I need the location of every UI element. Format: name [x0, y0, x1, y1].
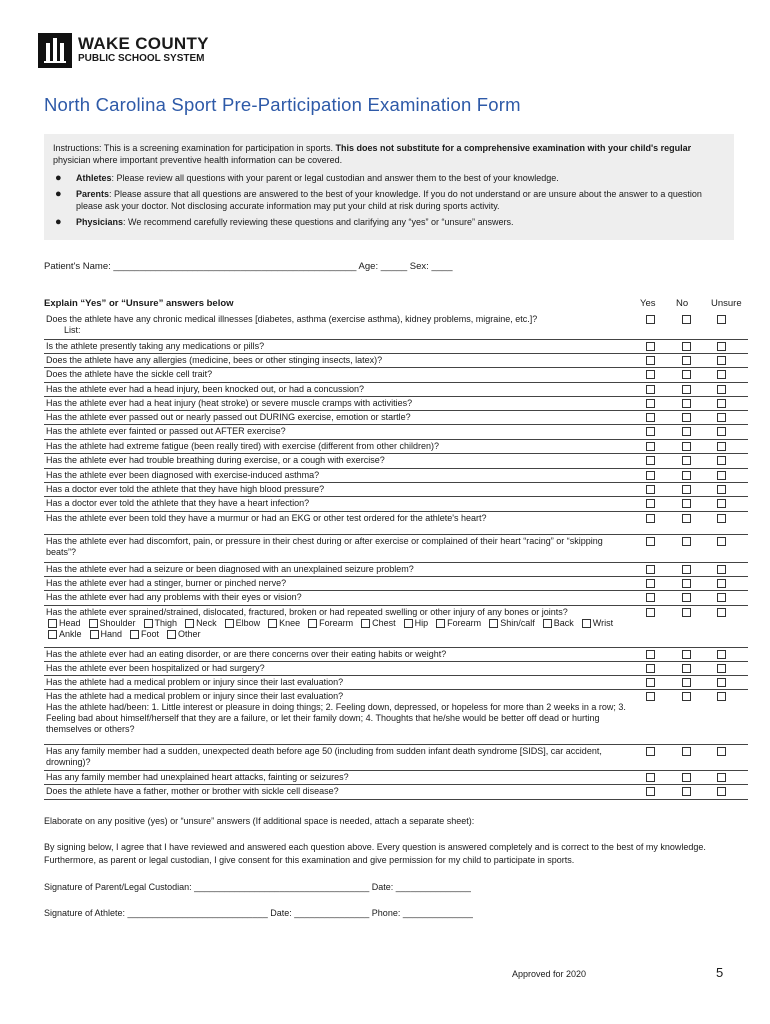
- body-part-label: Foot: [141, 629, 160, 639]
- question-text: Has the athlete ever passed out or nearly passed out DURING exercise, emotion or startle?: [46, 412, 411, 422]
- unsure-checkbox[interactable]: [717, 399, 726, 408]
- question-text: Has the athlete ever had discomfort, pain, or pressure in their chest during or after exercise or complained of their heart “racing” or “skipping beats”?: [46, 536, 603, 557]
- question-text: Has the athlete ever had trouble breathing during exercise, or a cough with exercise?: [46, 455, 385, 465]
- question-row: [44, 497, 748, 512]
- yes-checkbox[interactable]: [646, 747, 655, 756]
- unsure-checkbox[interactable]: [717, 678, 726, 687]
- unsure-checkbox[interactable]: [717, 565, 726, 574]
- yes-checkbox[interactable]: [646, 664, 655, 673]
- body-part-checkbox[interactable]: [361, 619, 370, 628]
- instructions-box: [44, 134, 734, 240]
- unsure-checkbox[interactable]: [717, 485, 726, 494]
- unsure-checkbox[interactable]: [717, 579, 726, 588]
- yes-checkbox[interactable]: [646, 456, 655, 465]
- patient-info-line[interactable]: Patient's Name: ______________________________________________ Age: _____ Sex: ____: [44, 261, 453, 272]
- yes-checkbox[interactable]: [646, 427, 655, 436]
- question-row: [44, 577, 748, 591]
- question-row: [44, 397, 748, 411]
- question-row: [44, 313, 748, 340]
- question-row: [44, 411, 748, 425]
- body-part-label: Thigh: [154, 618, 178, 628]
- unsure-checkbox[interactable]: [717, 593, 726, 602]
- unsure-checkbox[interactable]: [717, 787, 726, 796]
- question-text: Has the athlete ever had a stinger, burner or pinched nerve?: [46, 578, 287, 588]
- instructions-intro: Instructions: This is a screening examination for participation in sports. This does not substitute for a comprehensive examination with your child's regular physician where important preventive health information can be covered.: [53, 143, 692, 165]
- question-row: [44, 425, 748, 440]
- no-checkbox[interactable]: [682, 356, 691, 365]
- yes-checkbox[interactable]: [646, 471, 655, 480]
- question-text: Has the athlete had extreme fatigue (been really tired) with exercise (different from other children)?: [46, 441, 440, 451]
- body-part-label: Shoulder: [99, 618, 136, 628]
- body-part-checkbox[interactable]: [225, 619, 234, 628]
- body-part-checkbox[interactable]: [436, 619, 445, 628]
- question-row: [44, 676, 748, 690]
- question-text: Has the athlete ever sprained/strained, dislocated, fractured, broken or had repeated swelling or other injury of any bones or joints? Head Shoulder Thigh Neck Elbow Knee Forearm Chest Hip Forearm Shin/calf Back WristAnkle Hand Foot Other: [46, 607, 631, 640]
- body-part-checkbox[interactable]: [404, 619, 413, 628]
- yes-checkbox[interactable]: [646, 678, 655, 687]
- body-part-label: Neck: [196, 618, 217, 628]
- question-text: Has the athlete ever been hospitalized or had surgery?: [46, 663, 265, 673]
- athlete-signature-line[interactable]: Signature of Athlete: ____________________________ Date: _______________ Phone: ______________: [44, 908, 473, 918]
- yes-checkbox[interactable]: [646, 499, 655, 508]
- question-text: Has a doctor ever told the athlete that they have high blood pressure?: [46, 484, 325, 494]
- unsure-checkbox[interactable]: [717, 442, 726, 451]
- question-row: [44, 440, 748, 454]
- question-text: Has any family member had a sudden, unexpected death before age 50 (including from sudden infant death syndrome [SIDS], car accident, drowning)?: [46, 746, 602, 767]
- body-part-checkbox[interactable]: [185, 619, 194, 628]
- yes-checkbox[interactable]: [646, 565, 655, 574]
- agreement-text: By signing below, I agree that I have reviewed and answered each question above. Every question is answered completely and is correct to the best of my knowledge. Furthermore, as parent or legal custodian, I give consent for this examination and give permission for my child to participate in sports.: [44, 842, 706, 865]
- no-checkbox[interactable]: [682, 678, 691, 687]
- body-part-checkbox[interactable]: [144, 619, 153, 628]
- no-checkbox[interactable]: [682, 747, 691, 756]
- question-row: [44, 690, 748, 745]
- question-text: Does the athlete have the sickle cell trait?: [46, 369, 213, 379]
- question-text: Has the athlete ever been diagnosed with exercise-induced asthma?: [46, 470, 320, 480]
- body-part-label: Ankle: [59, 629, 82, 639]
- body-part-label: Forearm: [319, 618, 354, 628]
- no-checkbox[interactable]: [682, 315, 691, 324]
- instruction-physicians: ● Physicians: We recommend carefully reviewing these questions and clarifying any “yes” or “unsure” answers.: [55, 216, 514, 228]
- question-row: [44, 383, 748, 397]
- body-part-checkbox[interactable]: [582, 619, 591, 628]
- question-row: [44, 454, 748, 469]
- column-yes: Yes: [640, 298, 656, 309]
- body-parts-options: [46, 618, 631, 640]
- body-part-checkbox[interactable]: [89, 619, 98, 628]
- body-part-label: Chest: [372, 618, 396, 628]
- unsure-checkbox[interactable]: [717, 514, 726, 523]
- yes-checkbox[interactable]: [646, 514, 655, 523]
- no-checkbox[interactable]: [682, 537, 691, 546]
- body-part-label: Other: [178, 629, 201, 639]
- no-checkbox[interactable]: [682, 413, 691, 422]
- no-checkbox[interactable]: [682, 471, 691, 480]
- question-text: Has the athlete ever had an eating disorder, or are there concerns over their eating habits or weight?: [46, 649, 447, 659]
- question-row: [44, 512, 748, 535]
- unsure-checkbox[interactable]: [717, 385, 726, 394]
- no-checkbox[interactable]: [682, 787, 691, 796]
- question-extra: Has the athlete had/been: 1. Little interest or pleasure in doing things; 2. Feeling down, depressed, or hopeless for more than 2 weeks in a row; 3. Feeling bad about himself/herself that they are a failure, or let their family down; 4. Thoughts that he/she would be better off dead or hurting themselves or others?: [46, 702, 626, 734]
- no-checkbox[interactable]: [682, 664, 691, 673]
- no-checkbox[interactable]: [682, 370, 691, 379]
- no-checkbox[interactable]: [682, 485, 691, 494]
- body-part-checkbox[interactable]: [268, 619, 277, 628]
- no-checkbox[interactable]: [682, 385, 691, 394]
- body-part-label: Forearm: [447, 618, 482, 628]
- yes-checkbox[interactable]: [646, 537, 655, 546]
- unsure-checkbox[interactable]: [717, 413, 726, 422]
- yes-checkbox[interactable]: [646, 399, 655, 408]
- question-text: Does the athlete have any chronic medical illnesses [diabetes, asthma (exercise asthma), kidney problems, migraine, etc.]? List:: [46, 314, 631, 336]
- question-row: [44, 745, 748, 771]
- unsure-checkbox[interactable]: [717, 315, 726, 324]
- question-row: [44, 648, 748, 662]
- unsure-checkbox[interactable]: [717, 342, 726, 351]
- no-checkbox[interactable]: [682, 692, 691, 701]
- question-text: Has the athlete ever had a head injury, been knocked out, or had a concussion?: [46, 384, 365, 394]
- yes-checkbox[interactable]: [646, 413, 655, 422]
- question-list-label: List:: [64, 325, 81, 335]
- body-part-label: Hip: [414, 618, 429, 628]
- unsure-checkbox[interactable]: [717, 608, 726, 617]
- question-text: Has the athlete ever fainted or passed out AFTER exercise?: [46, 426, 286, 436]
- question-text: Has the athlete ever been told they have a murmur or had an EKG or other test ordered for the athlete's heart?: [46, 513, 487, 523]
- column-unsure: Unsure: [711, 298, 742, 309]
- district-logo: [38, 33, 218, 69]
- yes-checkbox[interactable]: [646, 342, 655, 351]
- question-row: [44, 771, 748, 785]
- building-icon: [38, 33, 72, 68]
- unsure-checkbox[interactable]: [717, 773, 726, 782]
- body-part-label: Hand: [100, 629, 123, 639]
- question-text: Has the athlete had a medical problem or injury since their last evaluation? Has the athlete had/been: 1. Little interest or pleasure in doing things; 2. Feeling down, depressed, or hopeless for more than 2 weeks in a row; 3. Feeling bad about himself/herself that they are a failure, or let their family down; 4. Thoughts that he/she would be better off dead or hurting themselves or others?: [46, 691, 631, 735]
- yes-checkbox[interactable]: [646, 593, 655, 602]
- instruction-athletes: ● Athletes: Please review all questions with your parent or legal custodian and answer them to the best of your knowledge.: [55, 172, 559, 184]
- parent-signature-line[interactable]: Signature of Parent/Legal Custodian: ___________________________________ Date: _______________: [44, 882, 471, 892]
- question-text: Is the athlete presently taking any medications or pills?: [46, 341, 265, 351]
- question-row: [44, 662, 748, 676]
- elaborate-text: Elaborate on any positive (yes) or “unsure” answers (If additional space is needed, attach a separate sheet):: [44, 816, 475, 826]
- unsure-checkbox[interactable]: [717, 650, 726, 659]
- body-part-label: Head: [59, 618, 81, 628]
- body-part-checkbox[interactable]: [48, 619, 57, 628]
- column-no: No: [676, 298, 689, 309]
- unsure-checkbox[interactable]: [717, 370, 726, 379]
- yes-checkbox[interactable]: [646, 485, 655, 494]
- body-part-checkbox[interactable]: [308, 619, 317, 628]
- body-part-label: Elbow: [235, 618, 261, 628]
- unsure-checkbox[interactable]: [717, 692, 726, 701]
- question-row: [44, 469, 748, 483]
- yes-checkbox[interactable]: [646, 650, 655, 659]
- logo-line-1: WAKE COUNTY: [78, 34, 209, 53]
- question-row: [44, 591, 748, 606]
- yes-checkbox[interactable]: [646, 579, 655, 588]
- approved-note: Approved for 2020: [512, 969, 587, 979]
- row-divider: [44, 799, 748, 800]
- unsure-checkbox[interactable]: [717, 356, 726, 365]
- question-row: [44, 535, 748, 563]
- question-row: [44, 368, 748, 383]
- body-part-label: Wrist: [592, 618, 614, 628]
- logo-line-2: PUBLIC SCHOOL SYSTEM: [78, 53, 205, 64]
- no-checkbox[interactable]: [682, 608, 691, 617]
- unsure-checkbox[interactable]: [717, 499, 726, 508]
- no-checkbox[interactable]: [682, 499, 691, 508]
- yes-checkbox[interactable]: [646, 370, 655, 379]
- form-title: North Carolina Sport Pre-Participation Examination Form: [44, 94, 521, 115]
- no-checkbox[interactable]: [682, 456, 691, 465]
- no-checkbox[interactable]: [682, 514, 691, 523]
- unsure-checkbox[interactable]: [717, 427, 726, 436]
- question-text: Has a doctor ever told the athlete that they have a heart infection?: [46, 498, 310, 508]
- yes-checkbox[interactable]: [646, 356, 655, 365]
- no-checkbox[interactable]: [682, 427, 691, 436]
- no-checkbox[interactable]: [682, 650, 691, 659]
- yes-checkbox[interactable]: [646, 787, 655, 796]
- no-checkbox[interactable]: [682, 565, 691, 574]
- body-part-label: Shin/calf: [500, 618, 535, 628]
- body-part-label: Back: [553, 618, 574, 628]
- question-text: Has the athlete ever had any problems with their eyes or vision?: [46, 592, 302, 602]
- no-checkbox[interactable]: [682, 399, 691, 408]
- question-row: [44, 563, 748, 577]
- body-part-checkbox[interactable]: [167, 630, 176, 639]
- question-row: [44, 606, 748, 648]
- unsure-checkbox[interactable]: [717, 664, 726, 673]
- unsure-checkbox[interactable]: [717, 747, 726, 756]
- instruction-parents: ● Parents: Please assure that all questions are answered to the best of your knowledge. If you do not understand or are unsure about the answer to a question please ask your doctor. Not disclosing accurate information may put your child at risk during sports activity.: [55, 188, 702, 211]
- unsure-checkbox[interactable]: [717, 456, 726, 465]
- unsure-checkbox[interactable]: [717, 471, 726, 480]
- question-text: Has any family member had unexplained heart attacks, fainting or seizures?: [46, 772, 349, 782]
- body-part-checkbox[interactable]: [489, 619, 498, 628]
- question-text: Has the athlete ever had a heat injury (heat stroke) or severe muscle cramps with activities?: [46, 398, 413, 408]
- page-number: 5: [716, 965, 724, 980]
- question-text: Does the athlete have any allergies (medicine, bees or other stinging insects, latex)?: [46, 355, 383, 365]
- yes-checkbox[interactable]: [646, 608, 655, 617]
- body-part-checkbox[interactable]: [90, 630, 99, 639]
- no-checkbox[interactable]: [682, 342, 691, 351]
- body-part-checkbox[interactable]: [48, 630, 57, 639]
- body-part-label: Knee: [279, 618, 301, 628]
- yes-checkbox[interactable]: [646, 773, 655, 782]
- question-text: Has the athlete ever had a seizure or been diagnosed with an unexplained seizure problem?: [46, 564, 414, 574]
- no-checkbox[interactable]: [682, 579, 691, 588]
- yes-checkbox[interactable]: [646, 315, 655, 324]
- instructions-list: [52, 172, 722, 232]
- unsure-checkbox[interactable]: [717, 537, 726, 546]
- question-text: Does the athlete have a father, mother or brother with sickle cell disease?: [46, 786, 339, 796]
- question-row: [44, 785, 748, 800]
- questions-header: Explain “Yes” or “Unsure” answers below: [44, 298, 234, 309]
- question-row: [44, 340, 748, 354]
- yes-checkbox[interactable]: [646, 692, 655, 701]
- no-checkbox[interactable]: [682, 593, 691, 602]
- question-text: Has the athlete had a medical problem or injury since their last evaluation?: [46, 677, 344, 687]
- body-part-checkbox[interactable]: [130, 630, 139, 639]
- question-row: [44, 483, 748, 497]
- question-row: [44, 354, 748, 368]
- no-checkbox[interactable]: [682, 442, 691, 451]
- yes-checkbox[interactable]: [646, 442, 655, 451]
- body-part-checkbox[interactable]: [543, 619, 552, 628]
- no-checkbox[interactable]: [682, 773, 691, 782]
- yes-checkbox[interactable]: [646, 385, 655, 394]
